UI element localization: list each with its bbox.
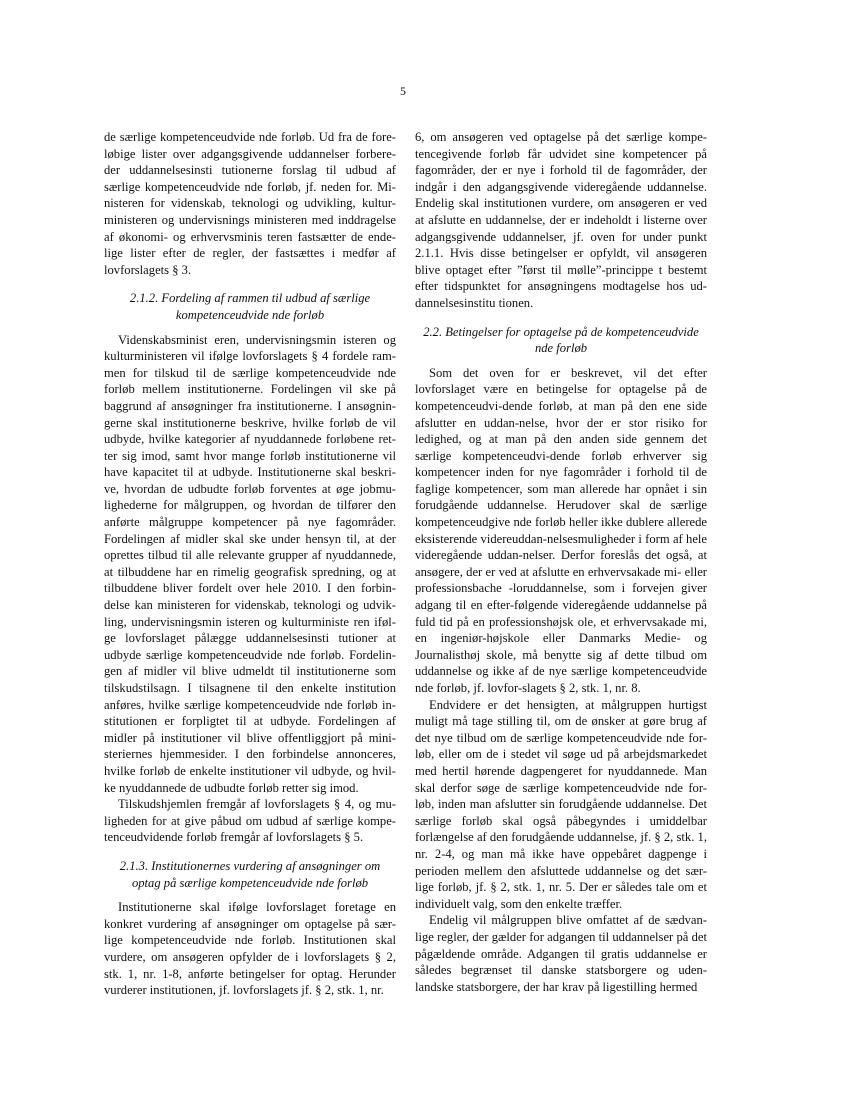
paragraph: Som det oven for er beskrevet, vil det efter lovforslaget være en betingelse for optagelse på de kompetenceudvi-dende forløb, at man på den ene side afslutter en uddan-nelse, hvor der er stor risiko for ledighed, og at man på den anden side gennem det særlige kompetenceudvi-dende forløb erhverver sig kompetencer inden for nye fagområder i forhold til de faglige kompetencer, som man allerede har opnået i sin forudgående uddannelse. Herudover skal de særlige kompetenceudgive nde forløb heller ikke dublere allerede eksisterende videreuddan-nelsesmuligheder i form af hele videregående uddan-nelser. Derfor foreslås det også, at ansøgere, der er ved at afslutte en erhvervsakade mi- eller professionsbache -loruddannelse, som i forvejen giver adgang til en efter-følgende videregående uddannelse på fuld tid på en professionshøjsk ole, et erhvervsakade mi, en ingeniør-højskole eller Danmarks Medie- og Journalisthøj skole, må benytte sig af dette tilbud om uddannelse og ikke af de nye særlige kompetenceudvide nde forløb, jf. lovfor-slagets § 2, stk. 1, nr. 8.	[415, 365, 707, 695]
paragraph: Tilskudshjemlen fremgår af lovforslagets § 4, og mu-ligheden for at give påbud om udbud af særlige kompe-tenceudvidende forløb fremgår af lovforslagets § 5.	[104, 797, 396, 845]
paragraph: Videnskabsminist eren, undervisningsmin isteren og kulturministeren vil ifølge lovforslagets § 4 fordele ram-men for tilskud til de særlige kompetenceudvide nde forløb mellem institutionerne. Fordelingen vil ske på baggrund af ansøgninger fra institutionerne. I ansøgnin-gerne skal institutionerne beskrive, hvilke forløb de vil udbyde, hvilke kategorier af nyuddannede forløbene ret-ter sig imod, samt hvor mange forløb institutionerne vil have kapacitet til at udbyde. Institutionerne skal beskri-ve, hvordan de udbudte forløb forventes at øge jobmu-lighederne for målgruppen, og hvordan de tilfører den anførte målgruppe kompetencer på nye fagområder. Fordelingen af midler skal ske under hensyn til, at der oprettes tilbud til alle relevante grupper af nyuddannede, at tilbuddene har en rimelig geografisk spredning, og at tilbuddene bliver fordelt over hele 2010. I den forbin-delse kan ministeren for videnskab, teknologi og udvik-ling, undervisningsmin isteren og kulturministe ren iføl-ge lovforslaget pålægge uddannelsesinsti tutioner at udbyde særlige kompetenceudvide nde forløb. Fordelin-gen af midler vil blive udmeldt til institutionerne som tilskudstilsagn. I tilsagnene til den enkelte institution anføres, hvilke særlige kompetenceudvide nde forløb in-stitutionen er forpligtet til at udbyde. Fordelingen af midler på institutioner vil blive offentliggjort på mini-steriernes hjemmesider. I den forbindelse annonceres, hvilke forløb de enkelte institutioner vil udbyde, og hvil-ke nyuddannede de udbudte forløb retter sig imod.	[104, 332, 396, 795]
right-column	[415, 129, 707, 995]
left-column	[104, 129, 396, 999]
page-number: 5	[400, 84, 406, 98]
paragraph: 6, om ansøgeren ved optagelse på det særlige kompe-tencegivende forløb får udvidet sine kompetencer på fagområder, der er nye i forhold til de fagområder, der indgår i den adgangsgivende videregående uddannelse. Endelig skal institutionen vurdere, om ansøgeren er ved at afslutte en uddannelse, der er indeholdt i listerne over adgangsgivende uddannelser, jf. oven for under punkt 2.1.1. Hvis disse betingelser er opfyldt, vil ansøgeren blive optaget efter ”først til mølle”-princippe t bestemt efter tidspunktet for ansøgningens modtagelse hos ud-dannelsesinstitu tionen.	[415, 130, 707, 310]
paragraph: Institutionerne skal ifølge lovforslaget foretage en konkret vurdering af ansøgninger om optagelse på sær-lige kompetenceudvide nde forløb. Institutionen skal vurdere, om ansøgeren opfylder de i lovforslagets § 2, stk. 1, nr. 1-8, anførte betingelser for optag. Herunder vurderer institutionen, jf. lovforslagets jf. § 2, stk. 1, nr.	[104, 900, 396, 998]
section-heading-2-2: 2.2. Betingelser for optagelse på de kompetenceudvide nde forløb	[423, 324, 699, 356]
section-heading-2-1-3: 2.1.3. Institutionernes vurdering af ansøgninger om optag på særlige kompetenceudvide nde forløb	[119, 858, 381, 890]
section-heading-2-1-2: 2.1.2. Fordeling af rammen til udbud af særlige kompetenceudvide nde forløb	[129, 291, 371, 322]
paragraph: de særlige kompetenceudvide nde forløb. Ud fra de fore-løbige lister over adgangsgivende uddannelser forbere-der uddannelsesinsti tutionerne forslag til udbud af særlige kompetenceudvide nde forløb, jf. neden for. Mi-nisteren for videnskab, teknologi og udvikling, kultur-ministeren og undervisnings ministeren med inddragelse af økonomi- og erhvervsminis teren fastsætter de ende-lige lister efter de regler, der fastsættes i medfør af lovforslagets § 3.	[104, 130, 396, 277]
paragraph: Endvidere er det hensigten, at målgruppen hurtigst muligt må tage stilling til, om de ønsker at gøre brug af det nye tilbud om de særlige kompetenceudvide nde for-løb, eller om de i stedet vil søge ud på arbejdsmarkedet med hertil hørende dagpengeret for nyuddannede. Man skal derfor søge de særlige kompetenceudvide nde for-løb, inden man afslutter sin forudgående uddannelse. Det særlige forløb skal også påbegyndes i umiddelbar forlængelse af den forudgående uddannelse, jf. § 2, stk. 1, nr. 2-4, og man må ikke have oppebåret dagpenge i perioden mellem den afsluttede uddannelse og det sær-lige forløb, jf. § 2, stk. 1, nr. 5. Der er således tale om et individuelt valg, som den enkelte træffer.	[415, 697, 707, 911]
paragraph: Endelig vil målgruppen blive omfattet af de sædvan-lige regler, der gælder for adgangen til uddannelser på det pågældende område. Adgangen til gratis uddannelse er således begrænset til danske statsborgere og uden-landske statsborgere, der har krav på ligestilling hermed	[415, 913, 707, 994]
